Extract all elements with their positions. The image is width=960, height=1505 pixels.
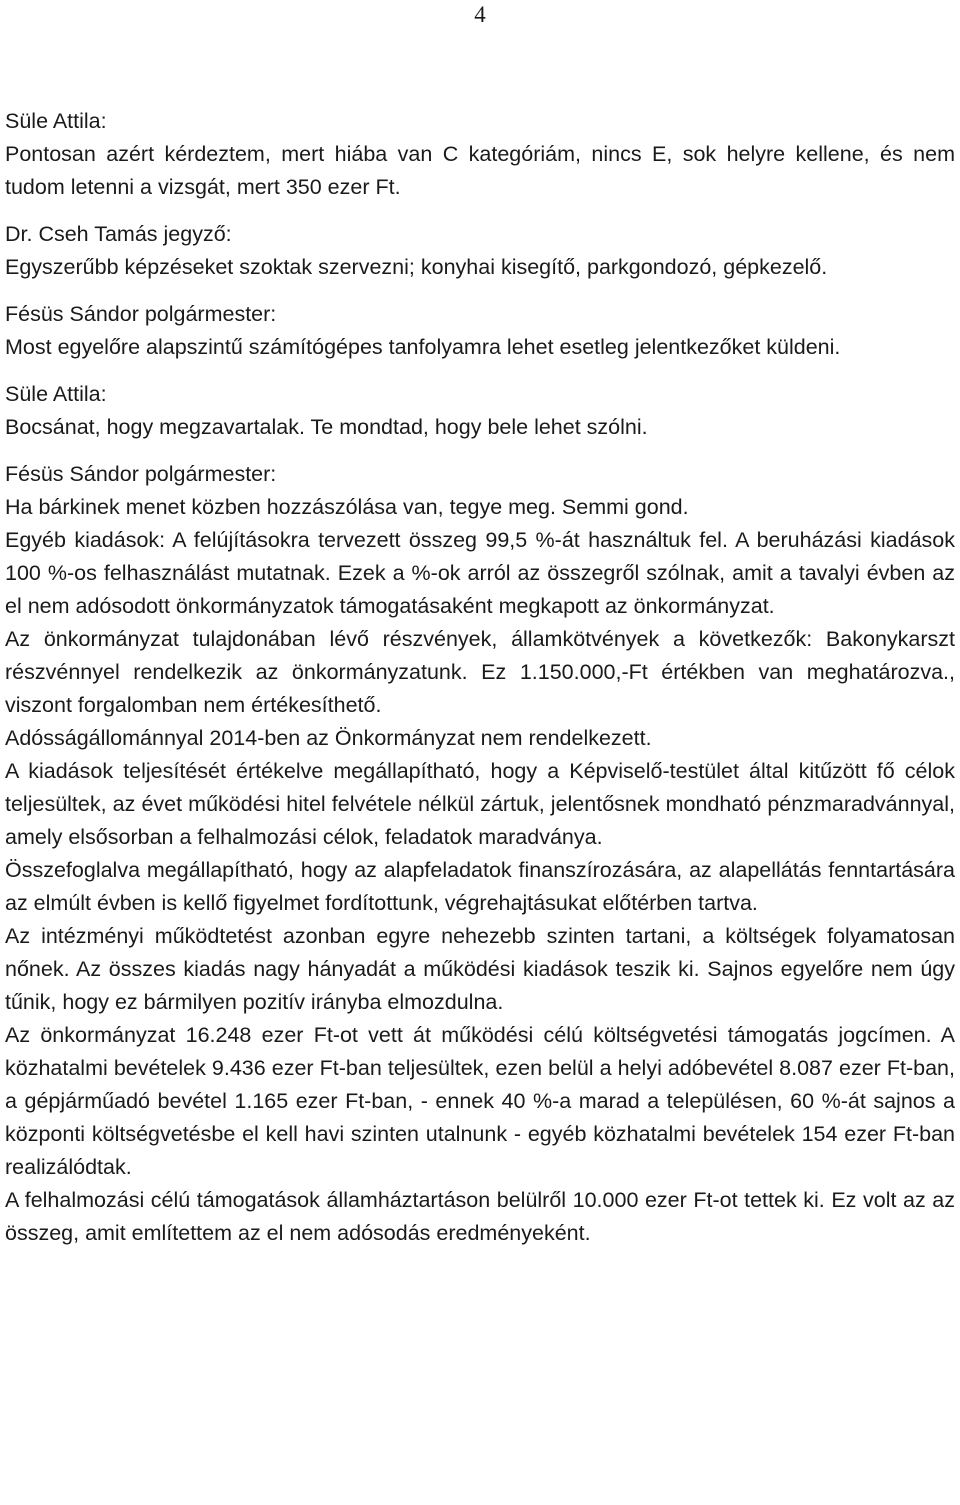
speaker-name: Süle Attila:: [5, 382, 107, 406]
exchange: [5, 218, 955, 284]
speaker-name: Fésüs Sándor polgármester:: [5, 302, 277, 326]
paragraph: Egyéb kiadások: A felújításokra tervezett összeg 99,5 %-át használtuk fel. A beruházási kiadások 100 %-os felhasználást mutatnak. Ezek a %-ok arról az összegről szólnak, amit a tavalyi évben az el nem adósodott önkormányzatok támogatásaként megkapott az önkormányzat.: [5, 528, 955, 618]
paragraph: Adósságállománnyal 2014-ben az Önkormányzat nem rendelkezett.: [5, 726, 652, 750]
paragraph: Bocsánat, hogy megzavartalak. Te mondtad, hogy bele lehet szólni.: [5, 415, 648, 439]
document-body: [5, 105, 955, 1264]
speaker-name: Süle Attila:: [5, 109, 107, 133]
paragraph: Összefoglalva megállapítható, hogy az alapfeladatok finanszírozására, az alapellátás fenntartására az elmúlt évben is kellő figyelmet fordítottunk, végrehajtásukat előtérben tartva.: [5, 858, 955, 915]
speaker-name: Fésüs Sándor polgármester:: [5, 462, 277, 486]
paragraph: A kiadások teljesítését értékelve megállapítható, hogy a Képviselő-testület által kitűzött fő célok teljesültek, az évet működési hitel felvétele nélkül zártuk, jelentősnek mondható pénzmaradvánnyal, amely elsősorban a felhalmozási célok, feladatok maradványa.: [5, 759, 955, 849]
paragraph: Most egyelőre alapszintű számítógépes tanfolyamra lehet esetleg jelentkezőket küldeni.: [5, 335, 841, 359]
page-number: 4: [474, 2, 486, 27]
paragraph: Egyszerűbb képzéseket szoktak szervezni; konyhai kisegítő, parkgondozó, gépkezelő.: [5, 255, 828, 279]
paragraph: Az intézményi működtetést azonban egyre nehezebb szinten tartani, a költségek folyamatosan nőnek. Az összes kiadás nagy hányadát a működési kiadások teszik ki. Sajnos egyelőre nem úgy tűnik, hogy ez bármilyen pozitív irányba elmozdulna.: [5, 924, 955, 1014]
speaker-name: Dr. Cseh Tamás jegyző:: [5, 222, 232, 246]
paragraph: Pontosan azért kérdeztem, mert hiába van C kategóriám, nincs E, sok helyre kellene, és nem tudom letenni a vizsgát, mert 350 ezer Ft.: [5, 142, 955, 199]
paragraph: Az önkormányzat tulajdonában lévő részvények, államkötvények a következők: Bakonykarszt részvénnyel rendelkezik az önkormányzatunk. Ez 1.150.000,-Ft értékben van meghatározva., viszont forgalomban nem értékesíthető.: [5, 627, 955, 717]
exchange: [5, 378, 955, 444]
paragraph: Ha bárkinek menet közben hozzászólása van, tegye meg. Semmi gond.: [5, 495, 689, 519]
paragraph: Az önkormányzat 16.248 ezer Ft-ot vett át működési célú költségvetési támogatás jogcímen. A közhatalmi bevételek 9.436 ezer Ft-ban teljesültek, ezen belül a helyi adóbevétel 8.087 ezer Ft-ban, a gépjárműadó bevétel 1.165 ezer Ft-ban, - ennek 40 %-a marad a településen, 60 %-át sajnos a központi költségvetésbe el kell havi szinten utalnunk - egyéb közhatalmi bevételek 154 ezer Ft-ban realizálódtak.: [5, 1023, 955, 1179]
exchange: [5, 105, 955, 204]
paragraph: A felhalmozási célú támogatások államháztartáson belülről 10.000 ezer Ft-ot tettek ki. Ez volt az az összeg, amit említettem az el nem adósodás eredményeként.: [5, 1188, 955, 1245]
exchange: [5, 298, 955, 364]
exchange: [5, 458, 955, 1250]
